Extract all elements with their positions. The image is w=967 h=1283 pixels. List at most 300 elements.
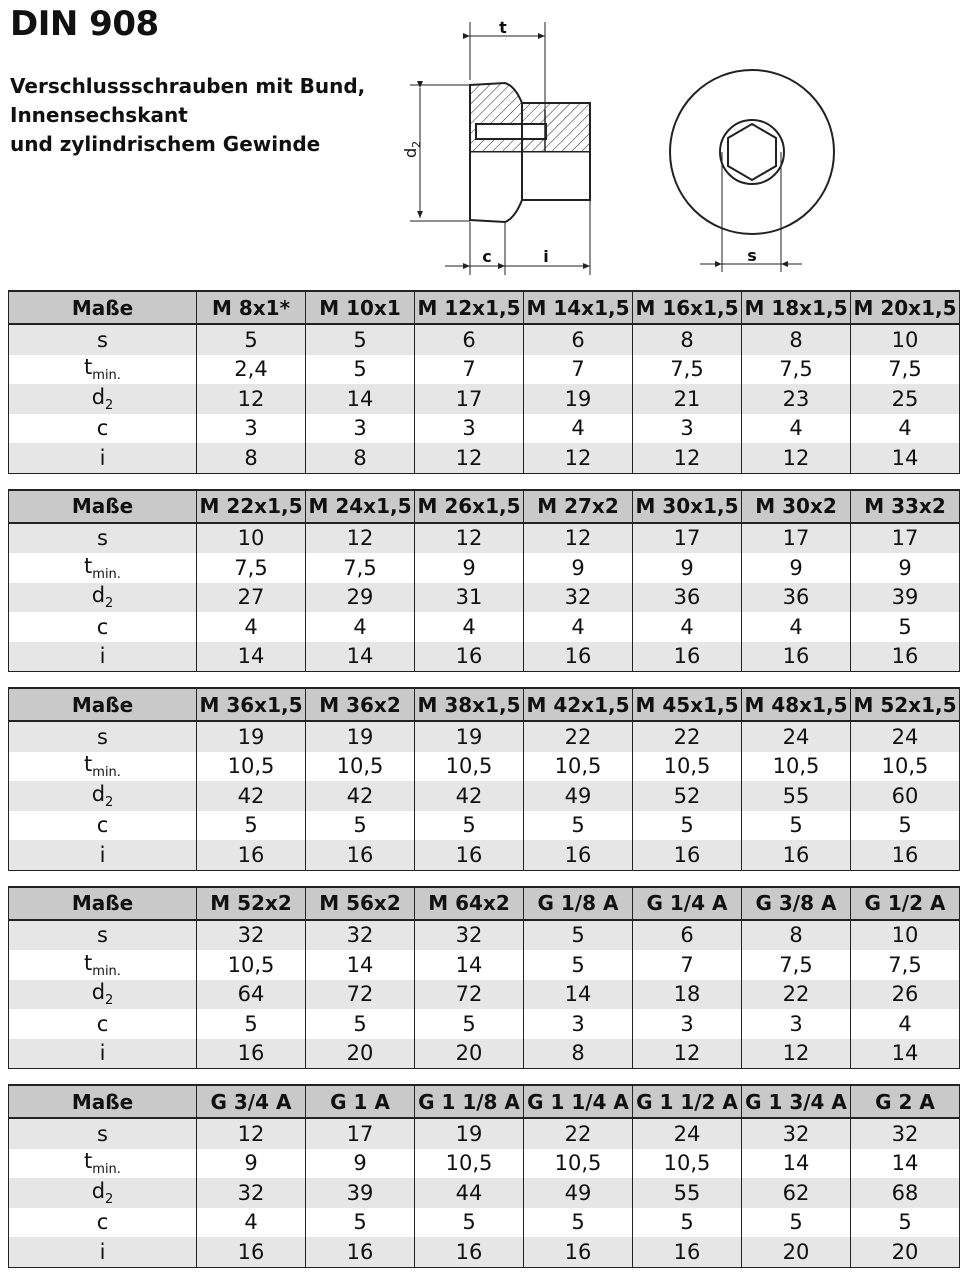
- size-header: G 1/2 A: [851, 887, 960, 920]
- table-cell: 16: [415, 642, 524, 672]
- table-cell: 32: [851, 1118, 960, 1149]
- table-row: [9, 523, 960, 554]
- table-cell: 17: [851, 523, 960, 554]
- row-label: [9, 443, 197, 473]
- table-cell: 4: [306, 612, 415, 642]
- row-label-sub: min.: [92, 566, 121, 582]
- table-cell: 14: [197, 642, 306, 672]
- table-cell: 3: [742, 1009, 851, 1039]
- table-row: [9, 612, 960, 642]
- table-cell: 16: [306, 1237, 415, 1267]
- table-cell: 72: [415, 980, 524, 1010]
- row-label-main: i: [99, 1239, 106, 1264]
- table-cell: 7,5: [851, 950, 960, 980]
- table-cell: 4: [524, 612, 633, 642]
- table-cell: 49: [524, 1178, 633, 1208]
- label-c: c: [482, 247, 492, 266]
- row-label-main: c: [96, 1011, 109, 1036]
- row-label-main: t: [84, 752, 93, 777]
- table-cell: 5: [524, 811, 633, 841]
- row-label: [9, 1118, 197, 1149]
- table-row: [9, 980, 960, 1010]
- table-cell: 19: [306, 721, 415, 752]
- table-cell: 14: [851, 1039, 960, 1069]
- table-cell: 42: [415, 781, 524, 811]
- table-cell: 16: [633, 1237, 742, 1267]
- table-cell: 4: [197, 1208, 306, 1238]
- table-row: [9, 1208, 960, 1238]
- table-cell: 20: [415, 1039, 524, 1069]
- row-label-main: c: [96, 1210, 109, 1235]
- table-cell: 17: [742, 523, 851, 554]
- table-row: [9, 355, 960, 385]
- row-label: [9, 384, 197, 414]
- table-cell: 32: [524, 583, 633, 613]
- label-s: s: [747, 246, 757, 265]
- table-row: [9, 1178, 960, 1208]
- table-cell: 5: [197, 324, 306, 355]
- table-cell: 16: [197, 1237, 306, 1267]
- table-row: [9, 414, 960, 444]
- table-cell: 5: [851, 811, 960, 841]
- table-cell: 9: [415, 553, 524, 583]
- size-header: M 22x1,5: [197, 490, 306, 523]
- table-row: [9, 1149, 960, 1179]
- table-row: [9, 642, 960, 672]
- row-label-main: s: [97, 1121, 108, 1146]
- table-cell: 7,5: [851, 355, 960, 385]
- table-cell: 12: [742, 443, 851, 473]
- size-header: M 16x1,5: [633, 291, 742, 324]
- table-cell: 27: [197, 583, 306, 613]
- size-header: G 1 3/4 A: [742, 1085, 851, 1118]
- row-label: [9, 811, 197, 841]
- row-label: [9, 840, 197, 870]
- dimension-tables: [8, 290, 960, 1283]
- table-cell: 16: [851, 642, 960, 672]
- dimension-table: [8, 687, 960, 871]
- table-cell: 21: [633, 384, 742, 414]
- table-cell: 10,5: [197, 950, 306, 980]
- dimension-table: [8, 290, 960, 474]
- table-cell: 24: [851, 721, 960, 752]
- table-cell: 5: [415, 1009, 524, 1039]
- label-t: t: [499, 18, 507, 37]
- table-cell: 64: [197, 980, 306, 1010]
- table-cell: 16: [633, 840, 742, 870]
- table-cell: 14: [415, 950, 524, 980]
- table-cell: 10,5: [306, 752, 415, 782]
- table-cell: 14: [306, 642, 415, 672]
- table-cell: 36: [742, 583, 851, 613]
- table-cell: 42: [197, 781, 306, 811]
- table-cell: 3: [524, 1009, 633, 1039]
- row-label: [9, 523, 197, 554]
- row-label: [9, 1149, 197, 1179]
- size-header: M 30x2: [742, 490, 851, 523]
- table-cell: 14: [306, 950, 415, 980]
- table-cell: 7,5: [742, 950, 851, 980]
- row-label-main: t: [84, 1149, 93, 1174]
- table-cell: 8: [742, 324, 851, 355]
- size-header: M 56x2: [306, 887, 415, 920]
- table-cell: 16: [851, 840, 960, 870]
- table-cell: 10: [851, 324, 960, 355]
- table-cell: 14: [851, 1149, 960, 1179]
- table-cell: 10,5: [742, 752, 851, 782]
- header-label: Maße: [9, 291, 197, 324]
- subtitle-line: Verschlussschrauben mit Bund,: [10, 74, 366, 98]
- size-header: M 38x1,5: [415, 688, 524, 721]
- table-row: [9, 1118, 960, 1149]
- header-label: Maße: [9, 490, 197, 523]
- table-cell: 55: [633, 1178, 742, 1208]
- size-header: M 26x1,5: [415, 490, 524, 523]
- table-cell: 10,5: [415, 752, 524, 782]
- table-cell: 5: [306, 811, 415, 841]
- table-cell: 16: [415, 840, 524, 870]
- row-label: [9, 612, 197, 642]
- row-label-main: c: [96, 813, 109, 838]
- table-cell: 32: [742, 1118, 851, 1149]
- row-label-main: t: [84, 355, 93, 380]
- row-label-sub: 2: [105, 1191, 114, 1207]
- row-label: [9, 980, 197, 1010]
- table-cell: 12: [306, 523, 415, 554]
- table-cell: 3: [306, 414, 415, 444]
- row-label-main: d: [91, 781, 106, 806]
- table-cell: 7,5: [306, 553, 415, 583]
- table-cell: 5: [742, 1208, 851, 1238]
- table-cell: 20: [306, 1039, 415, 1069]
- size-header: M 45x1,5: [633, 688, 742, 721]
- table-cell: 5: [306, 1009, 415, 1039]
- row-label: [9, 1208, 197, 1238]
- header-label: Maße: [9, 688, 197, 721]
- row-label: [9, 414, 197, 444]
- table-cell: 14: [851, 443, 960, 473]
- table-row: [9, 553, 960, 583]
- table-cell: 22: [524, 721, 633, 752]
- row-label: [9, 324, 197, 355]
- table-row: [9, 920, 960, 951]
- table-cell: 29: [306, 583, 415, 613]
- row-label-main: t: [84, 950, 93, 975]
- table-cell: 10,5: [633, 752, 742, 782]
- row-label: [9, 752, 197, 782]
- row-label-main: s: [97, 724, 108, 749]
- table-row: [9, 324, 960, 355]
- table-cell: 3: [197, 414, 306, 444]
- table-cell: 2,4: [197, 355, 306, 385]
- table-cell: 5: [851, 612, 960, 642]
- row-label: [9, 553, 197, 583]
- table-cell: 4: [742, 414, 851, 444]
- row-label-main: c: [96, 416, 109, 441]
- table-cell: 9: [306, 1149, 415, 1179]
- size-header: M 52x2: [197, 887, 306, 920]
- row-label: [9, 950, 197, 980]
- row-label: [9, 1237, 197, 1267]
- row-label: [9, 1178, 197, 1208]
- table-cell: 5: [306, 324, 415, 355]
- table-cell: 16: [197, 1039, 306, 1069]
- size-header: M 36x1,5: [197, 688, 306, 721]
- size-header: G 1/8 A: [524, 887, 633, 920]
- table-cell: 5: [524, 1208, 633, 1238]
- size-header: M 27x2: [524, 490, 633, 523]
- row-label-main: i: [99, 842, 106, 867]
- table-cell: 8: [742, 920, 851, 951]
- size-header: M 10x1: [306, 291, 415, 324]
- size-header: M 20x1,5: [851, 291, 960, 324]
- table-cell: 72: [306, 980, 415, 1010]
- subtitle-line: und zylindrischem Gewinde: [10, 132, 321, 156]
- table-cell: 19: [415, 721, 524, 752]
- table-cell: 32: [197, 1178, 306, 1208]
- row-label-sub: 2: [105, 596, 114, 612]
- size-header: M 42x1,5: [524, 688, 633, 721]
- table-row: [9, 950, 960, 980]
- table-cell: 3: [415, 414, 524, 444]
- size-header: M 30x1,5: [633, 490, 742, 523]
- size-header: M 12x1,5: [415, 291, 524, 324]
- table-cell: 10,5: [524, 1149, 633, 1179]
- row-label-main: c: [96, 614, 109, 639]
- table-cell: 16: [742, 840, 851, 870]
- row-label-main: d: [91, 980, 106, 1005]
- table-cell: 7: [633, 950, 742, 980]
- row-label-main: i: [99, 644, 106, 669]
- table-cell: 7: [415, 355, 524, 385]
- row-label-sub: min.: [92, 963, 121, 979]
- table-cell: 12: [197, 384, 306, 414]
- table-cell: 20: [851, 1237, 960, 1267]
- row-label: [9, 1009, 197, 1039]
- table-cell: 6: [524, 324, 633, 355]
- row-label-sub: 2: [105, 794, 114, 810]
- table-row: [9, 781, 960, 811]
- row-label: [9, 583, 197, 613]
- header-label: Maße: [9, 1085, 197, 1118]
- size-header: M 52x1,5: [851, 688, 960, 721]
- table-cell: 32: [197, 920, 306, 951]
- table-cell: 26: [851, 980, 960, 1010]
- table-cell: 12: [197, 1118, 306, 1149]
- table-cell: 8: [633, 324, 742, 355]
- table-cell: 52: [633, 781, 742, 811]
- dimension-table: [8, 886, 960, 1070]
- table-cell: 60: [851, 781, 960, 811]
- size-header: M 33x2: [851, 490, 960, 523]
- table-cell: 5: [633, 1208, 742, 1238]
- size-header: G 2 A: [851, 1085, 960, 1118]
- table-cell: 12: [633, 1039, 742, 1069]
- table-cell: 9: [633, 553, 742, 583]
- table-cell: 10,5: [415, 1149, 524, 1179]
- dimension-table: [8, 1084, 960, 1268]
- table-row: [9, 1237, 960, 1267]
- table-cell: 16: [633, 642, 742, 672]
- table-cell: 3: [633, 414, 742, 444]
- table-cell: 5: [742, 811, 851, 841]
- table-cell: 10: [197, 523, 306, 554]
- table-row: [9, 1009, 960, 1039]
- table-cell: 19: [415, 1118, 524, 1149]
- label-d2-sub: 2: [410, 140, 423, 148]
- table-cell: 5: [415, 1208, 524, 1238]
- table-cell: 10,5: [633, 1149, 742, 1179]
- table-cell: 5: [851, 1208, 960, 1238]
- size-header: M 24x1,5: [306, 490, 415, 523]
- table-cell: 4: [415, 612, 524, 642]
- table-cell: 5: [524, 950, 633, 980]
- table-cell: 9: [742, 553, 851, 583]
- side-view-drawing: [470, 83, 590, 222]
- table-cell: 14: [742, 1149, 851, 1179]
- size-header: G 1/4 A: [633, 887, 742, 920]
- table-cell: 12: [524, 523, 633, 554]
- table-cell: 23: [742, 384, 851, 414]
- table-cell: 19: [524, 384, 633, 414]
- size-header: G 1 A: [306, 1085, 415, 1118]
- table-cell: 9: [524, 553, 633, 583]
- table-cell: 20: [742, 1237, 851, 1267]
- table-cell: 19: [197, 721, 306, 752]
- table-cell: 6: [415, 324, 524, 355]
- table-cell: 7: [524, 355, 633, 385]
- table-cell: 4: [851, 414, 960, 444]
- row-label-sub: 2: [105, 993, 114, 1009]
- size-header: M 64x2: [415, 887, 524, 920]
- row-label-sub: min.: [92, 1162, 121, 1178]
- table-cell: 18: [633, 980, 742, 1010]
- table-cell: 16: [524, 642, 633, 672]
- table-row: [9, 752, 960, 782]
- size-header: M 36x2: [306, 688, 415, 721]
- row-label-main: s: [97, 526, 108, 551]
- table-cell: 24: [633, 1118, 742, 1149]
- table-cell: 5: [415, 811, 524, 841]
- size-header: G 3/8 A: [742, 887, 851, 920]
- table-cell: 4: [633, 612, 742, 642]
- table-cell: 39: [851, 583, 960, 613]
- table-cell: 9: [851, 553, 960, 583]
- row-label: [9, 781, 197, 811]
- row-label-sub: 2: [105, 397, 114, 413]
- table-cell: 32: [415, 920, 524, 951]
- label-i: i: [543, 247, 549, 266]
- row-label-main: d: [91, 583, 106, 608]
- table-cell: 5: [197, 1009, 306, 1039]
- table-cell: 44: [415, 1178, 524, 1208]
- table-cell: 25: [851, 384, 960, 414]
- row-label-main: i: [99, 1041, 106, 1066]
- size-header: G 3/4 A: [197, 1085, 306, 1118]
- front-view-drawing: [670, 70, 834, 234]
- table-cell: 5: [197, 811, 306, 841]
- row-label: [9, 355, 197, 385]
- table-cell: 42: [306, 781, 415, 811]
- table-cell: 12: [742, 1039, 851, 1069]
- table-cell: 17: [633, 523, 742, 554]
- table-cell: 17: [415, 384, 524, 414]
- table-row: [9, 583, 960, 613]
- table-cell: 5: [306, 1208, 415, 1238]
- table-row: [9, 721, 960, 752]
- table-cell: 32: [306, 920, 415, 951]
- table-cell: 12: [524, 443, 633, 473]
- row-label-sub: min.: [92, 368, 121, 384]
- size-header: G 1 1/2 A: [633, 1085, 742, 1118]
- table-cell: 39: [306, 1178, 415, 1208]
- table-cell: 62: [742, 1178, 851, 1208]
- technical-drawing: [0, 0, 967, 290]
- table-row: [9, 840, 960, 870]
- table-cell: 16: [306, 840, 415, 870]
- row-label-main: t: [84, 553, 93, 578]
- dimension-table: [8, 489, 960, 673]
- label-d2-main: d: [401, 147, 420, 158]
- table-cell: 55: [742, 781, 851, 811]
- table-cell: 4: [851, 1009, 960, 1039]
- subtitle-line: Innensechskant: [10, 103, 188, 127]
- size-header: G 1 1/8 A: [415, 1085, 524, 1118]
- table-cell: 7,5: [742, 355, 851, 385]
- row-label-main: d: [91, 1178, 106, 1203]
- size-header: G 1 1/4 A: [524, 1085, 633, 1118]
- table-row: [9, 384, 960, 414]
- table-cell: 6: [633, 920, 742, 951]
- table-cell: 4: [197, 612, 306, 642]
- table-cell: 22: [633, 721, 742, 752]
- table-cell: 8: [306, 443, 415, 473]
- table-cell: 5: [633, 811, 742, 841]
- table-cell: 8: [524, 1039, 633, 1069]
- row-label: [9, 721, 197, 752]
- table-row: [9, 811, 960, 841]
- row-label: [9, 642, 197, 672]
- row-label-sub: min.: [92, 765, 121, 781]
- table-cell: 49: [524, 781, 633, 811]
- label-d2: [401, 141, 423, 158]
- table-cell: 4: [524, 414, 633, 444]
- page-title: DIN 908: [10, 4, 159, 44]
- table-cell: 16: [524, 1237, 633, 1267]
- table-cell: 22: [742, 980, 851, 1010]
- table-row: [9, 443, 960, 473]
- header-label: Maße: [9, 887, 197, 920]
- row-label-main: s: [97, 327, 108, 352]
- table-cell: 16: [415, 1237, 524, 1267]
- table-cell: 22: [524, 1118, 633, 1149]
- table-cell: 3: [633, 1009, 742, 1039]
- size-header: M 18x1,5: [742, 291, 851, 324]
- table-cell: 14: [524, 980, 633, 1010]
- table-cell: 5: [306, 355, 415, 385]
- row-label: [9, 1039, 197, 1069]
- table-cell: 10: [851, 920, 960, 951]
- table-cell: 16: [197, 840, 306, 870]
- table-cell: 24: [742, 721, 851, 752]
- table-cell: 8: [197, 443, 306, 473]
- table-cell: 31: [415, 583, 524, 613]
- table-row: [9, 1039, 960, 1069]
- table-cell: 36: [633, 583, 742, 613]
- table-cell: 68: [851, 1178, 960, 1208]
- size-header: M 14x1,5: [524, 291, 633, 324]
- table-cell: 7,5: [197, 553, 306, 583]
